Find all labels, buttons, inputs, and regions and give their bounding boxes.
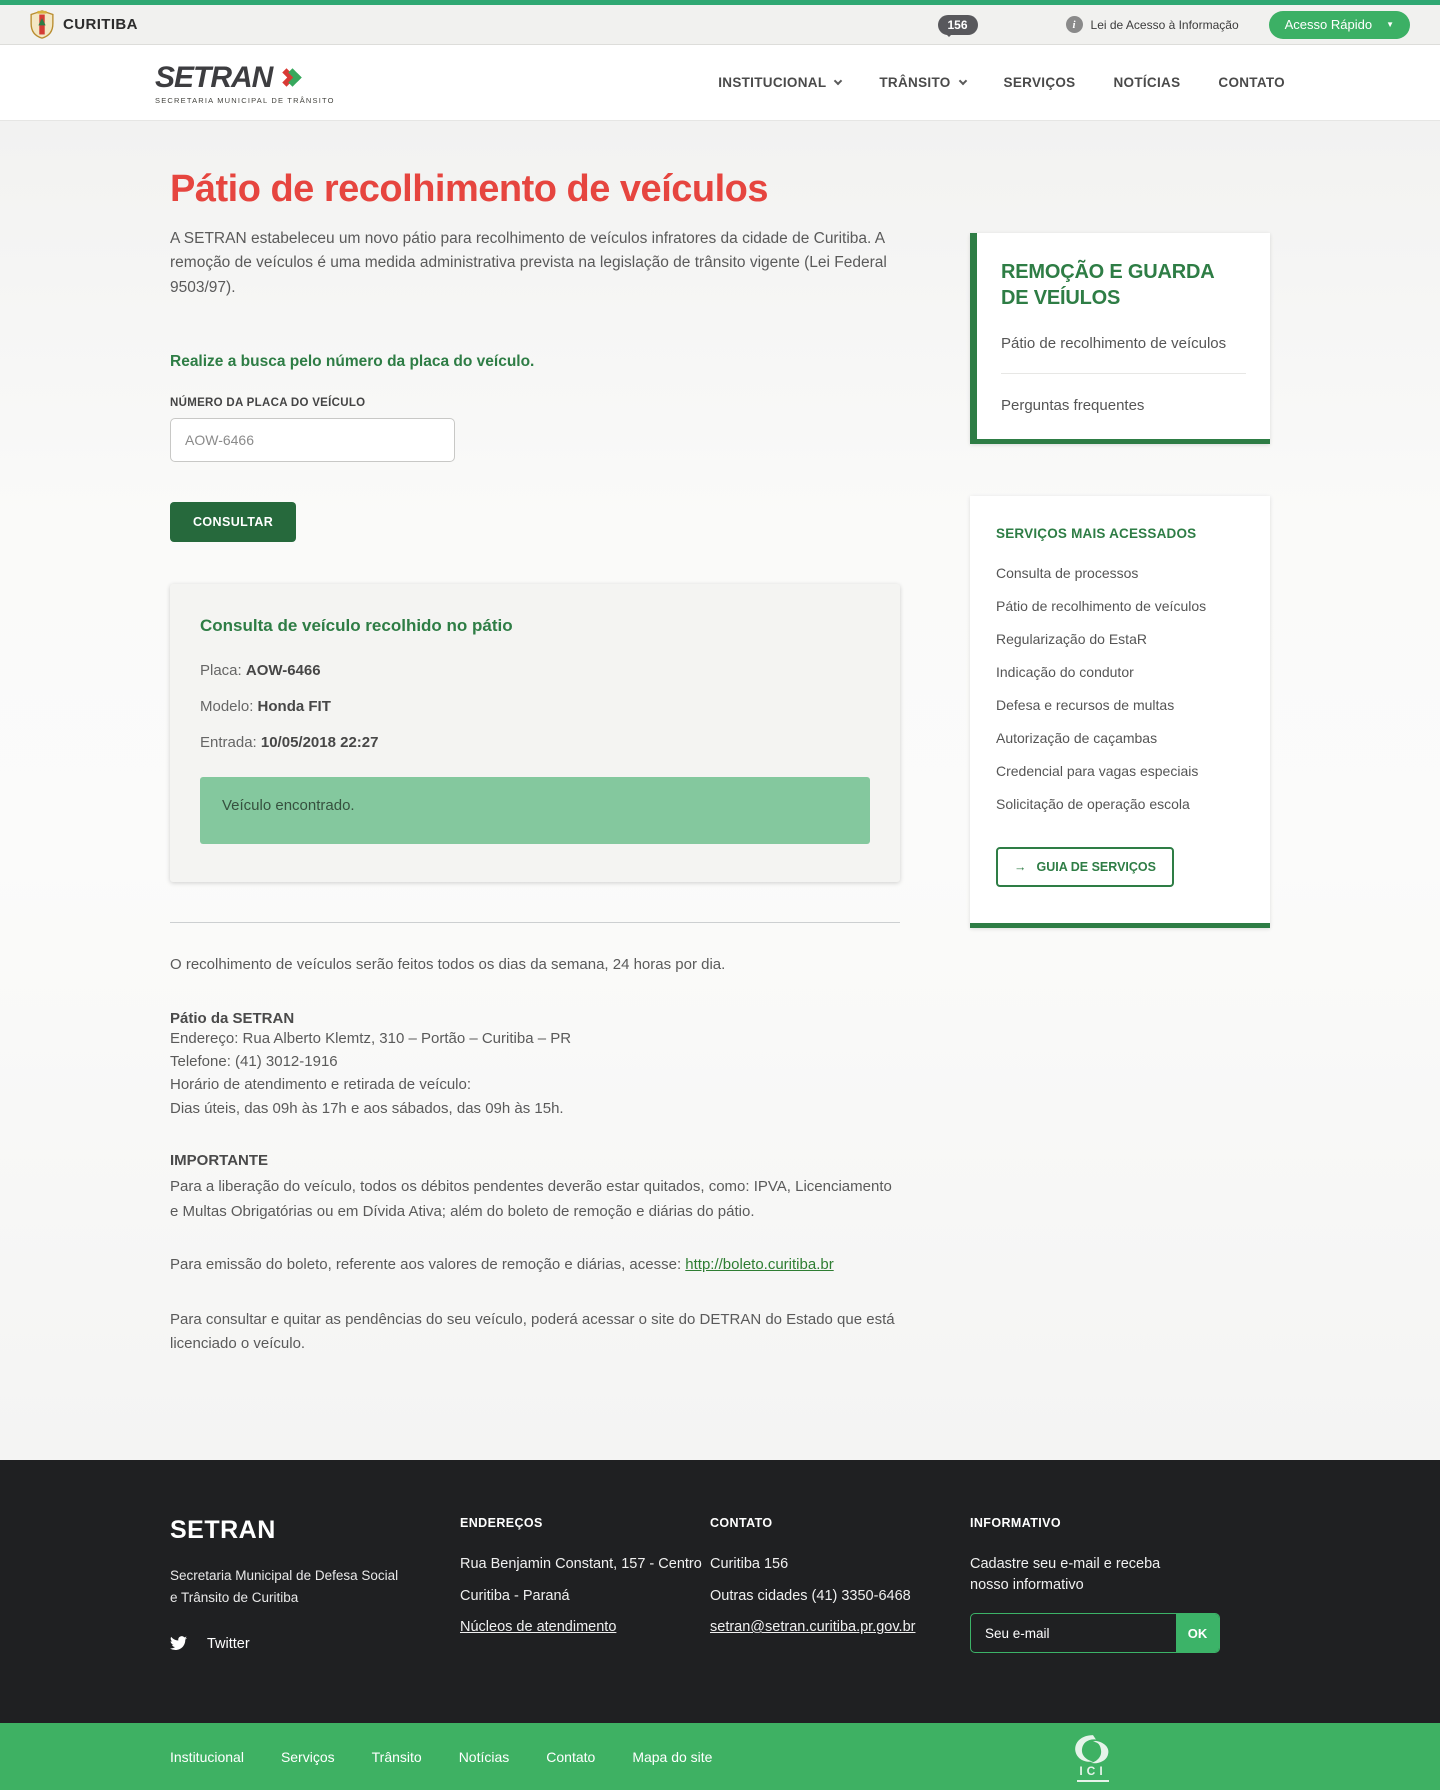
nav-transito[interactable]: TRÂNSITO [879,75,965,90]
bottom-link-contato[interactable]: Contato [546,1748,596,1765]
result-field-placa: Placa: AOW-6466 [200,661,321,679]
chevron-down-icon [958,77,966,85]
newsletter-form [970,1613,1220,1653]
important-title: IMPORTANTE [170,1152,269,1170]
detran-paragraph: Para consultar e quitar as pendências do seu veículo, poderá acessar o site do DETRAN do Estado que está licenciado o veículo. [170,1310,895,1353]
footer-contact-title: CONTATO [710,1516,773,1530]
service-centers-link[interactable]: Núcleos de atendimento [460,1619,617,1635]
bottom-link-noticias[interactable]: Notícias [458,1748,510,1765]
plate-input[interactable] [170,418,455,462]
result-field-entrada: Entrada: 10/05/2018 22:27 [200,733,379,751]
result-field-modelo: Modelo: Honda FIT [200,697,331,715]
footer-brand: SETRAN [170,1516,276,1544]
important-paragraph: Para a liberação do veículo, todos os débitos pendentes deverão estar quitados, como: IPVA, Licenciamento e Multas Obrigatórias ou em Dívida Ativa; além do boleto de remoção e diárias do pátio. [170,1178,892,1220]
service-link-estar[interactable]: Regularização do EstaR [996,631,1147,648]
nav-servicos[interactable]: SERVIÇOS [1003,75,1076,90]
curitiba-brand-label: CURITIBA [63,16,138,33]
bottom-link-transito[interactable]: Trânsito [371,1748,422,1765]
nav-contato[interactable]: CONTATO [1218,75,1285,90]
section-divider [170,922,900,923]
yard-info [170,1027,900,1121]
bottom-link-servicos[interactable]: Serviços [280,1748,335,1765]
sidebar-item-patio[interactable]: Pátio de recolhimento de veículos [1001,334,1227,352]
twitter-link[interactable] [170,1636,460,1652]
footer-contact-phone: Outras cidades (41) 3350-6468 [710,1588,911,1604]
service-link-multas[interactable]: Defesa e recursos de multas [996,697,1175,714]
section-menu-card [970,233,1270,444]
service-link-escola[interactable]: Solicitação de operação escola [996,796,1190,813]
quick-access-label: Acesso Rápido [1284,16,1373,32]
access-law-label: Lei de Acesso à Informação [1090,17,1239,32]
footer-email-link[interactable]: setran@setran.curitiba.pr.gov.br [710,1619,916,1635]
bottom-bar [0,1723,1440,1790]
access-law-link[interactable] [1066,16,1239,33]
footer-newsletter-text: Cadastre seu e-mail e receba nosso informativo [970,1556,1161,1594]
plate-label: NÚMERO DA PLACA DO VEÍCULO [170,396,366,409]
site-header [0,45,1440,121]
arrow-right-icon: → [1014,859,1027,874]
footer-addresses-title: ENDEREÇOS [460,1516,543,1530]
quick-access-button[interactable] [1269,11,1410,39]
yard-phone: Telefone: (41) 3012-1916 [170,1053,338,1071]
bottom-link-institucional[interactable]: Institucional [170,1748,244,1765]
result-card [170,584,900,882]
footer-newsletter-title: INFORMATIVO [970,1516,1061,1530]
service-link-patio[interactable]: Pátio de recolhimento de veículos [996,598,1207,615]
consult-button[interactable]: CONSULTAR [170,502,296,542]
bottom-link-mapa[interactable]: Mapa do site [632,1748,713,1765]
city-topbar [0,5,1440,45]
success-message: Veículo encontrado. [200,777,870,844]
search-lead: Realize a busca pelo número da placa do veículo. [170,352,535,370]
ici-label: ICI [1077,1764,1108,1782]
service-link-cacambas[interactable]: Autorização de caçambas [996,730,1158,747]
setran-logo[interactable] [155,61,335,105]
footer-contact-156: Curitiba 156 [710,1556,789,1572]
chevron-down-icon [834,77,842,85]
info-icon: i [1066,16,1083,33]
footer-about: Secretaria Municipal de Defesa Social e Trânsito de Curitiba [170,1568,399,1606]
main-nav [718,75,1285,90]
service-link-processos[interactable]: Consulta de processos [996,565,1139,582]
page-title: Pátio de recolhimento de veículos [170,168,768,210]
services-guide-button[interactable]: → GUIA DE SERVIÇOS [996,847,1174,887]
sidebar-item-faq[interactable]: Perguntas frequentes [1001,396,1145,414]
setran-logo-text: SETRAN [155,60,273,94]
setran-logo-subtitle: SECRETARIA MUNICIPAL DE TRÂNSITO [155,95,335,105]
site-footer [0,1460,1440,1723]
footer-address-line: Rua Benjamin Constant, 157 - Centro [460,1556,702,1572]
newsletter-submit-button[interactable]: OK [1176,1614,1219,1652]
curitiba-brand[interactable] [30,10,138,39]
footer-address-city: Curitiba - Paraná [460,1588,570,1604]
page-content [0,121,1440,1460]
ici-swoosh-icon [1071,1732,1115,1766]
yard-hours: Dias úteis, das 09h às 17h e aos sábados, das 09h às 15h. [170,1099,564,1117]
caret-down-icon: ▼ [1386,19,1394,29]
top-services-card [970,496,1270,928]
yard-hours-label: Horário de atendimento e retirada de veículo: [170,1076,472,1094]
nav-institucional[interactable]: INSTITUCIONAL [718,75,841,90]
section-menu-title: REMOÇÃO E GUARDA DE VEÍULOS [1001,261,1214,310]
twitter-label: Twitter [207,1635,250,1652]
curitiba-coat-of-arms-icon [30,10,54,39]
phone-156-badge[interactable]: 156 [938,15,978,35]
newsletter-email-input[interactable] [971,1614,1176,1652]
nav-noticias[interactable]: NOTÍCIAS [1113,75,1181,90]
yard-title: Pátio da SETRAN [170,1009,295,1027]
intro-paragraph: A SETRAN estabeleceu um novo pátio para recolhimento de veículos infratores da cidade de Curitiba. A remoção de veículos é uma medida administrativa prevista na legislação de trânsito vigente (Lei Federal 9503/97). [170,229,887,297]
service-link-condutor[interactable]: Indicação do condutor [996,664,1134,681]
yard-address: Endereço: Rua Alberto Klemtz, 310 – Portão – Curitiba – PR [170,1029,572,1047]
top-services-title: SERVIÇOS MAIS ACESSADOS [996,525,1197,541]
sidebar [970,233,1270,1357]
service-link-vagas[interactable]: Credencial para vagas especiais [996,763,1199,780]
twitter-icon [170,1636,187,1651]
result-title: Consulta de veículo recolhido no pátio [200,615,513,635]
schedule-paragraph: O recolhimento de veículos serão feitos todos os dias da semana, 24 horas por dia. [170,955,726,973]
ici-logo[interactable] [1071,1732,1115,1782]
boleto-paragraph: Para emissão do boleto, referente aos valores de remoção e diárias, acesse: http://boleto.curitiba.br [170,1255,834,1273]
boleto-link[interactable]: http://boleto.curitiba.br [685,1255,834,1273]
